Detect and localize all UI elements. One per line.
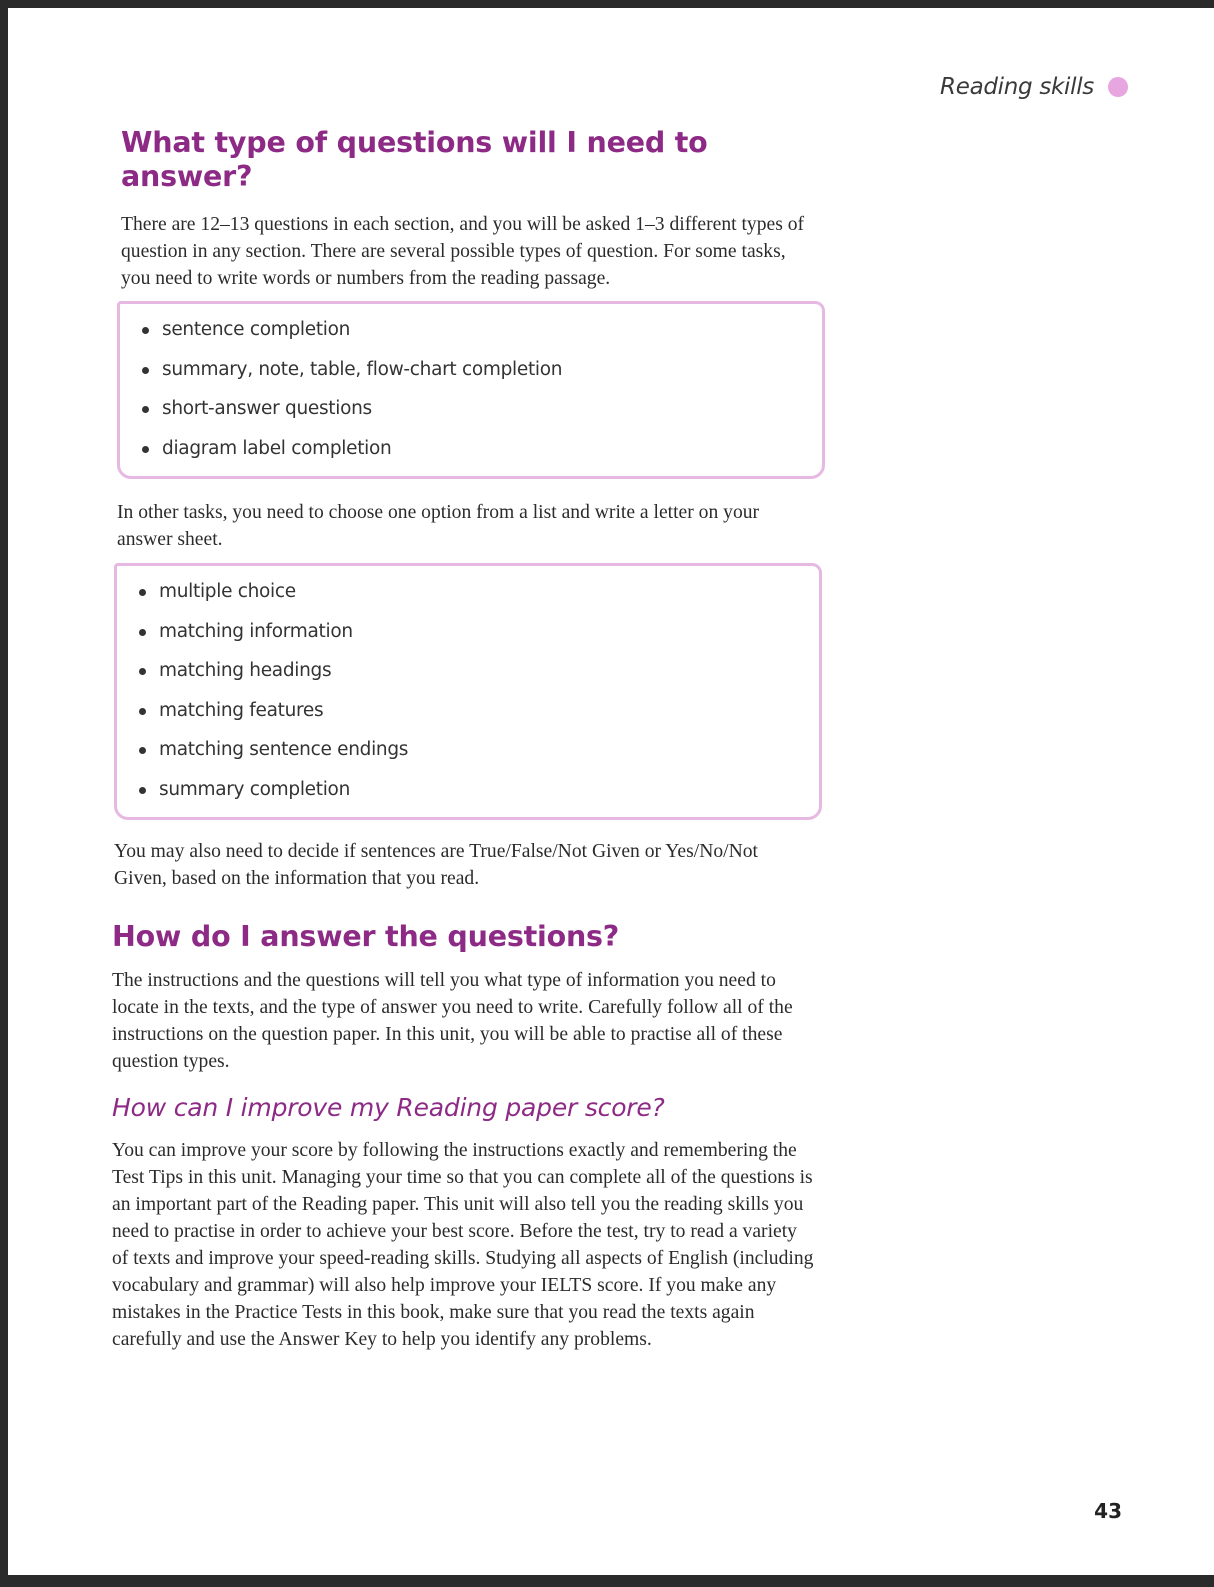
- list-item: diagram label completion: [140, 429, 802, 469]
- question-types-box-written: [117, 301, 825, 479]
- list-item: summary, note, table, flow-chart completion: [140, 350, 802, 390]
- page-number: 43: [1094, 1499, 1122, 1523]
- answer-paragraph: The instructions and the questions will tell you what type of information you need to locate in the texts, and the type of answer you need to write. Carefully follow all of the instructions on the question paper. In this unit, you will be able to practise all of these question types.: [112, 969, 793, 1072]
- list-item: sentence completion: [140, 310, 802, 350]
- list-item: matching features: [137, 691, 799, 731]
- heading-question-types: What type of questions will I need to answer?: [121, 126, 708, 194]
- list-item: matching sentence endings: [137, 730, 799, 770]
- running-header: [940, 74, 1128, 100]
- outro-paragraph: You may also need to decide if sentences are True/False/Not Given or Yes/No/Not Given, based on the information that you read.: [114, 841, 758, 890]
- intro-paragraph: There are 12–13 questions in each section, and you will be asked 1–3 different types of question in any section. There are several possible types of question. For some tasks, you need to write words or numbers from the reading passage.: [121, 214, 805, 290]
- book-page: [8, 8, 1214, 1575]
- middle-paragraph: In other tasks, you need to choose one option from a list and write a letter on your answer sheet.: [117, 502, 760, 551]
- list-item: matching information: [137, 612, 799, 652]
- list-item: multiple choice: [137, 572, 799, 612]
- heading-improve-score: How can I improve my Reading paper score?: [112, 1092, 665, 1122]
- section-dot-icon: [1108, 77, 1128, 97]
- question-types-list-written: [140, 310, 802, 468]
- question-types-list-letter: [137, 572, 799, 809]
- section-title: Reading skills: [940, 74, 1094, 100]
- improve-paragraph: You can improve your score by following the instructions exactly and remembering the Test Tips in this unit. Managing your time so that you can complete all of the questions is an important part of the Reading paper. This unit will also tell you the reading skills you need to practise in order to achieve your best score. Before the test, try to read a variety of texts and improve your speed-reading skills. Studying all aspects of English (including vocabulary and grammar) will also help improve your IELTS score. If you make any mistakes in the Practice Tests in this book, make sure that you read the texts again carefully and use the Answer Key to help you identify any problems.: [112, 1139, 814, 1350]
- list-item: summary completion: [137, 770, 799, 810]
- question-types-box-letter: [114, 563, 822, 820]
- main-content: [112, 126, 822, 1353]
- list-item: matching headings: [137, 651, 799, 691]
- list-item: short-answer questions: [140, 389, 802, 429]
- heading-how-to-answer: How do I answer the questions?: [112, 920, 620, 954]
